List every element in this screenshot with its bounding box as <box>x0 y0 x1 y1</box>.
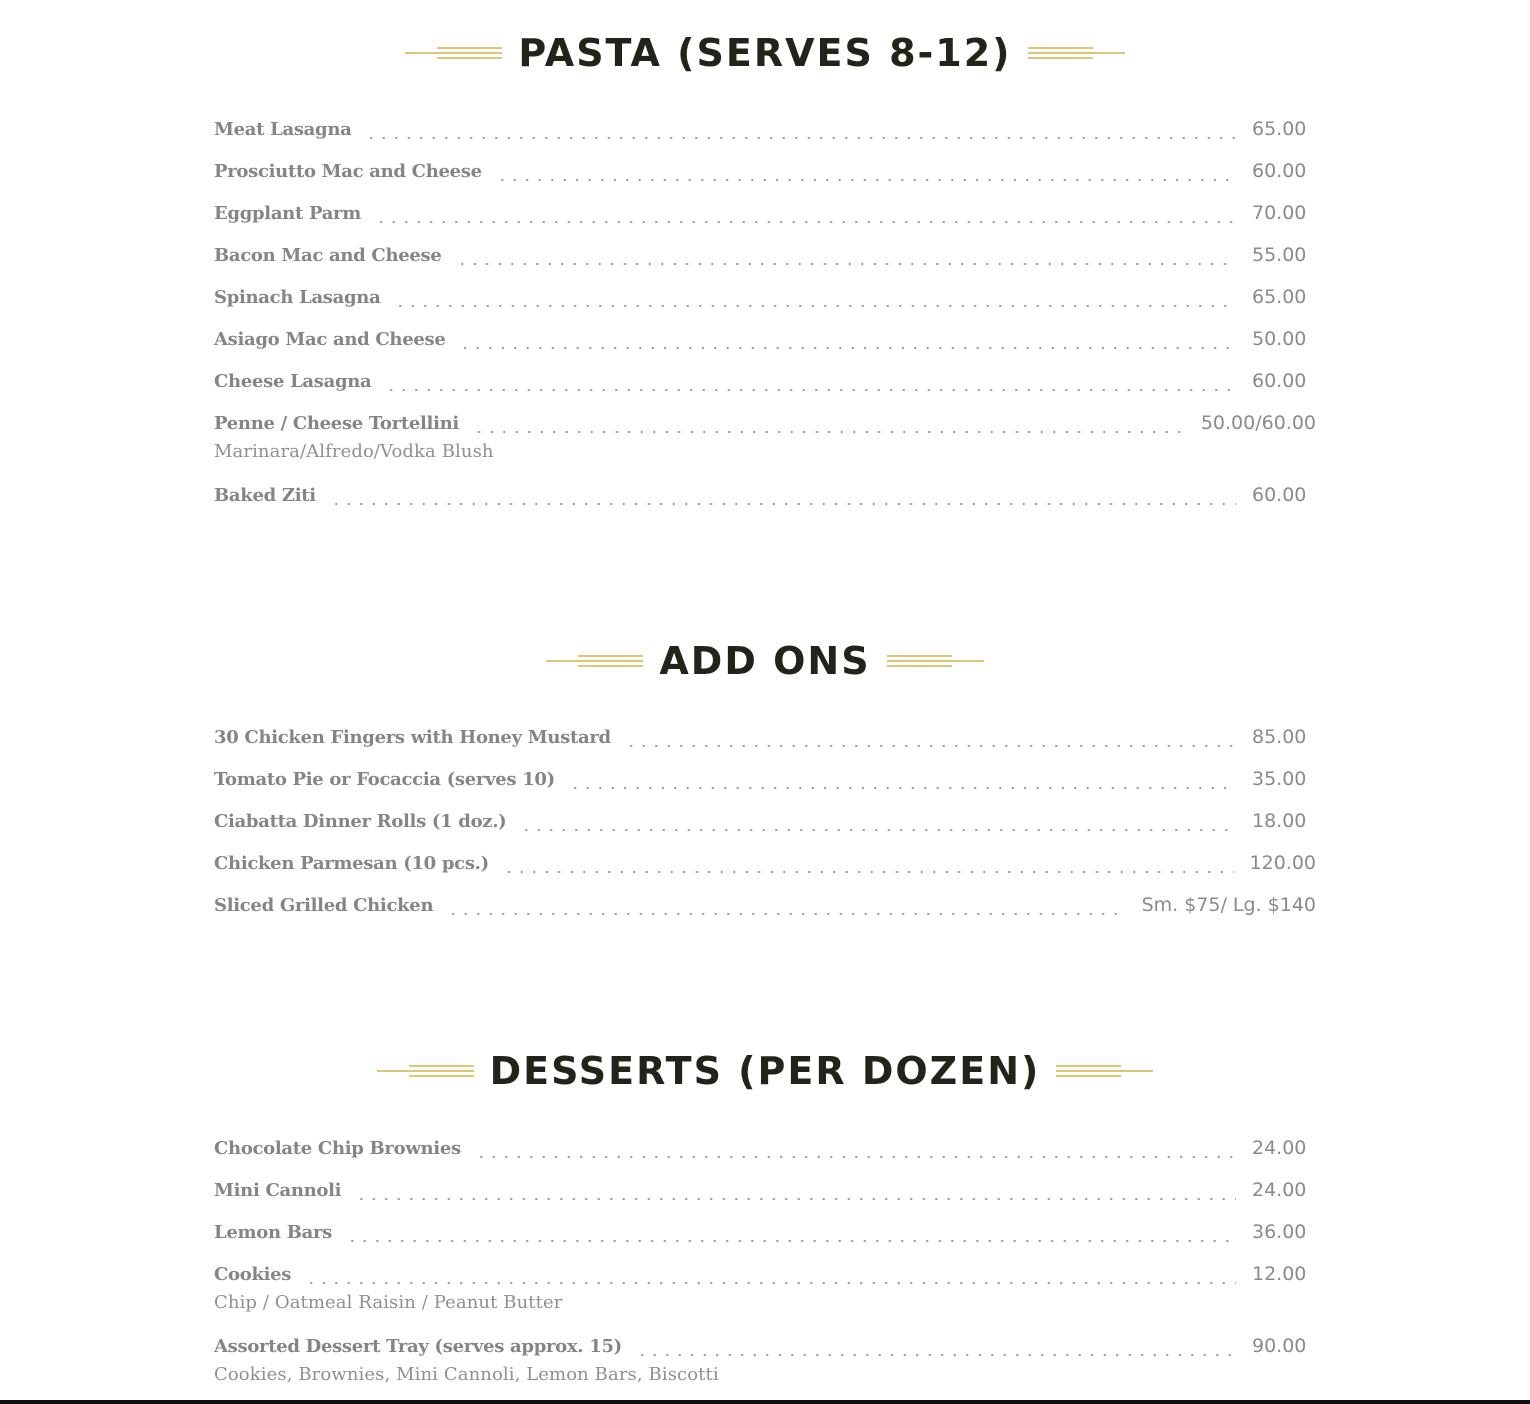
section-title: ADD ONS <box>659 639 871 683</box>
item-price: 50.00/60.00 <box>1200 412 1316 434</box>
dot-leader <box>447 913 1125 915</box>
item-name: Tomato Pie or Focaccia (serves 10) <box>214 769 555 790</box>
menu-item <box>214 1263 1316 1313</box>
dot-leader <box>365 137 1236 139</box>
dot-leader <box>346 1240 1236 1242</box>
item-name: Sliced Grilled Chicken <box>214 895 434 916</box>
item-price: 65.00 <box>1252 118 1307 140</box>
menu-item <box>214 328 1316 352</box>
item-name: Chocolate Chip Brownies <box>214 1138 461 1159</box>
menu-item <box>214 726 1316 750</box>
item-description: Chip / Oatmeal Raisin / Peanut Butter <box>214 1292 563 1313</box>
item-price: 90.00 <box>1252 1335 1307 1357</box>
item-price: 60.00 <box>1252 370 1307 392</box>
item-name: Cheese Lasagna <box>214 371 372 392</box>
item-description: Cookies, Brownies, Mini Cannoli, Lemon Bars, Biscotti <box>214 1364 719 1385</box>
dot-leader <box>636 1354 1236 1356</box>
item-name: Chicken Parmesan (10 pcs.) <box>214 853 489 874</box>
item-price: 36.00 <box>1252 1221 1307 1243</box>
item-price: 55.00 <box>1252 244 1307 266</box>
left-ornament-icon <box>405 46 502 60</box>
item-price: 18.00 <box>1252 810 1307 832</box>
item-price: 85.00 <box>1252 726 1307 748</box>
menu-item <box>214 412 1316 462</box>
menu-item <box>214 118 1316 142</box>
dot-leader <box>473 431 1185 433</box>
dot-leader <box>375 221 1236 223</box>
dot-leader <box>459 347 1236 349</box>
item-price: 24.00 <box>1252 1179 1307 1201</box>
item-description: Marinara/Alfredo/Vodka Blush <box>214 441 494 462</box>
dot-leader <box>305 1282 1236 1284</box>
item-name: Mini Cannoli <box>214 1180 342 1201</box>
dot-leader <box>569 787 1236 789</box>
item-name: Asiago Mac and Cheese <box>214 329 446 350</box>
menu-item <box>214 894 1316 918</box>
item-name: Cookies <box>214 1264 292 1285</box>
dot-leader <box>475 1156 1236 1158</box>
left-ornament-icon <box>377 1064 474 1078</box>
item-price: 35.00 <box>1252 768 1307 790</box>
menu-item <box>214 768 1316 792</box>
menu-item <box>214 202 1316 226</box>
section-title: DESSERTS (PER DOZEN) <box>489 1049 1041 1093</box>
bottom-border <box>0 1400 1530 1404</box>
item-name: Assorted Dessert Tray (serves approx. 15) <box>214 1336 622 1357</box>
menu-item <box>214 1335 1316 1385</box>
item-name: Prosciutto Mac and Cheese <box>214 161 482 182</box>
dot-leader <box>496 179 1236 181</box>
dot-leader <box>625 745 1236 747</box>
item-name: Lemon Bars <box>214 1222 333 1243</box>
item-name: Spinach Lasagna <box>214 287 381 308</box>
right-ornament-icon <box>1056 1064 1153 1078</box>
section-header-add-ons <box>0 641 1530 681</box>
menu-item <box>214 244 1316 268</box>
item-name: Baked Ziti <box>214 485 316 506</box>
dot-leader <box>385 389 1236 391</box>
item-price: 60.00 <box>1252 160 1307 182</box>
item-price: 65.00 <box>1252 286 1307 308</box>
dot-leader <box>456 263 1236 265</box>
item-price: 120.00 <box>1249 852 1316 874</box>
menu-item <box>214 1179 1316 1203</box>
dot-leader <box>330 503 1236 505</box>
item-name: Meat Lasagna <box>214 119 352 140</box>
right-ornament-icon <box>1028 46 1125 60</box>
item-name: Ciabatta Dinner Rolls (1 doz.) <box>214 811 507 832</box>
left-ornament-icon <box>546 654 643 668</box>
section-header-pasta <box>0 33 1530 73</box>
item-price: 70.00 <box>1252 202 1307 224</box>
item-price: Sm. $75/ Lg. $140 <box>1141 894 1316 916</box>
item-price: 60.00 <box>1252 484 1307 506</box>
item-price: 12.00 <box>1252 1263 1307 1285</box>
item-price: 24.00 <box>1252 1137 1307 1159</box>
menu-item <box>214 810 1316 834</box>
item-name: Penne / Cheese Tortellini <box>214 413 459 434</box>
menu-item <box>214 484 1316 508</box>
item-name: 30 Chicken Fingers with Honey Mustard <box>214 727 611 748</box>
menu-item <box>214 286 1316 310</box>
menu-item <box>214 370 1316 394</box>
item-name: Bacon Mac and Cheese <box>214 245 442 266</box>
menu-item <box>214 160 1316 184</box>
section-header-desserts <box>0 1051 1530 1091</box>
menu-item <box>214 852 1316 876</box>
section-title: PASTA (SERVES 8-12) <box>518 31 1012 75</box>
dot-leader <box>520 829 1236 831</box>
item-price: 50.00 <box>1252 328 1307 350</box>
item-name: Eggplant Parm <box>214 203 361 224</box>
dot-leader <box>394 305 1236 307</box>
menu-item <box>214 1221 1316 1245</box>
menu-item <box>214 1137 1316 1161</box>
dot-leader <box>503 871 1234 873</box>
dot-leader <box>355 1198 1236 1200</box>
right-ornament-icon <box>887 654 984 668</box>
